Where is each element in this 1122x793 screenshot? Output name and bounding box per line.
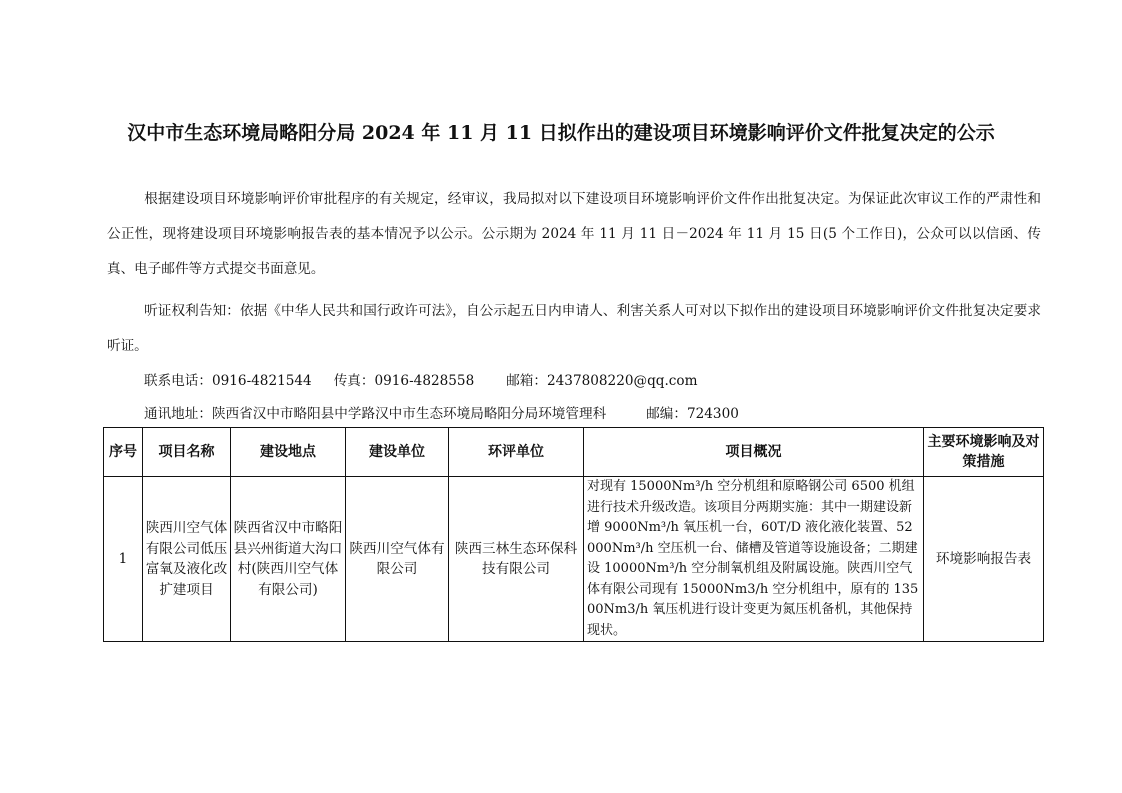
cell-no: 1 xyxy=(104,477,143,642)
hearing-notice-paragraph xyxy=(107,294,1041,364)
header-location: 建设地点 xyxy=(231,428,346,477)
table-row xyxy=(104,477,1044,642)
cell-eia-unit: 陕西三林生态环保科技有限公司 xyxy=(449,477,584,642)
header-no: 序号 xyxy=(104,428,143,477)
intro-text: 根据建设项目环境影响评价审批程序的有关规定，经审议，我局拟对以下建设项目环境影响评价文件作出批复决定。为保证此次审议工作的严肃性和公正性，现将建设项目环境影响报告表的基本情况予以公示。公示期为 2024 年 11 月 11 日－2024 年 11 月 15 日(5 个工作日)，公众可以以信函、传真、电子邮件等方式提交书面意见。 xyxy=(107,191,1041,277)
contact-email: 邮箱：2437808220@qq.com xyxy=(506,373,698,389)
project-table xyxy=(103,427,1044,642)
address-line xyxy=(144,402,739,422)
hearing-notice-text: 听证权利告知：依据《中华人民共和国行政许可法》，自公示起五日内申请人、利害关系人可对以下拟作出的建设项目环境影响评价文件批复决定要求听证。 xyxy=(107,303,1041,354)
header-eia-unit: 环评单位 xyxy=(449,428,584,477)
address-text: 通讯地址：陕西省汉中市略阳县中学路汉中市生态环境局略阳分局环境管理科 xyxy=(144,406,607,422)
header-measures: 主要环境影响及对策措施 xyxy=(924,428,1044,477)
postcode: 邮编：724300 xyxy=(646,406,739,422)
table-header-row xyxy=(104,428,1044,477)
header-project-name: 项目名称 xyxy=(143,428,231,477)
cell-location: 陕西省汉中市略阳县兴州街道大沟口村(陕西川空气体有限公司) xyxy=(231,477,346,642)
page-title: 汉中市生态环境局略阳分局 2024 年 11 月 11 日拟作出的建设项目环境影响评价文件批复决定的公示 xyxy=(127,122,995,144)
header-builder: 建设单位 xyxy=(346,428,449,477)
header-overview: 项目概况 xyxy=(584,428,924,477)
contact-fax: 传真：0916-4828558 xyxy=(333,373,475,389)
cell-overview: 对现有 15000Nm³/h 空分机组和原略钢公司 6500 机组进行技术升级改造。该项目分两期实施：其中一期建设新增 9000Nm³/h 氧压机一台，60T/D 液化液化装置、52000Nm³/h 空压机一台、储槽及管道等设施设备；二期建设 10000Nm³/h 空分制氧机组及附属设施。陕西川空气体有限公司现有 15000Nm3/h 空分机组中，原有的 13500Nm3/h 氧压机进行设计变更为氮压机备机，其他保持现状。 xyxy=(584,477,924,642)
intro-paragraph xyxy=(107,182,1041,287)
contact-line xyxy=(144,369,698,389)
cell-measures: 环境影响报告表 xyxy=(924,477,1044,642)
contact-phone: 联系电话：0916-4821544 xyxy=(144,373,312,389)
cell-builder: 陕西川空气体有限公司 xyxy=(346,477,449,642)
cell-project-name: 陕西川空气体有限公司低压富氧及液化改扩建项目 xyxy=(143,477,231,642)
